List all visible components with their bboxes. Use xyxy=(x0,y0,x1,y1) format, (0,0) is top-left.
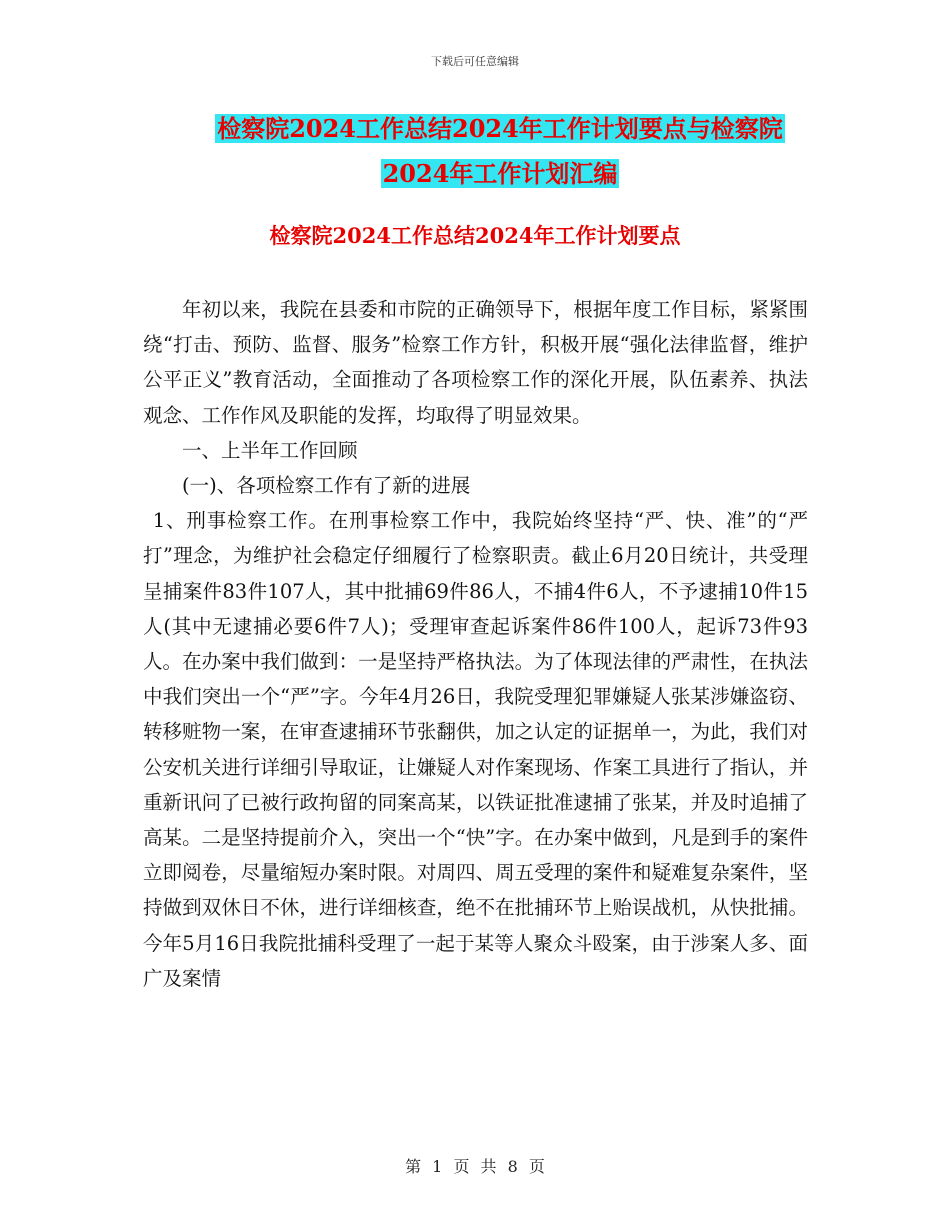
header-note: 下载后可任意编辑 xyxy=(431,55,519,68)
heading-progress: (一)、各项检察工作有了新的进展 xyxy=(182,474,471,498)
title-line-1: 检察院2024工作总结2024年工作计划要点与检察院 xyxy=(217,114,783,143)
page-number: 第 1 页 共 8 页 xyxy=(405,1157,545,1176)
heading-review: 一、上半年工作回顾 xyxy=(182,438,358,462)
paragraph-intro: 年初以来，我院在县委和市院的正确领导下，根据年度工作目标，紧紧围绕“打击、预防、监督、服务”检察工作方针，积极开展“强化法律监督，维护公平正义”教育活动，全面推动了各项检察工作的深化开展，队伍素养、执法观念、工作作风及职能的发挥，均取得了明显效果。 xyxy=(143,298,808,427)
section-title: 检察院2024工作总结2024年工作计划要点 xyxy=(269,223,681,248)
document-title xyxy=(140,106,860,196)
paragraph-criminal-procuratorial: 1、刑事检察工作。在刑事检察工作中，我院始终坚持“严、快、准”的“严打”理念，为维护社会稳定仔细履行了检察职责。截止6月20日统计，共受理呈捕案件83件107人，其中批捕69件86人，不捕4件6人，不予逮捕10件15人(其中无逮捕必要6件7人)；受理审查起诉案件86件100人，起诉73件93人。在办案中我们做到：一是坚持严格执法。为了体现法律的严肃性，在执法中我们突出一个“严”字。今年4月26日，我院受理犯罪嫌疑人张某涉嫌盗窃、转移赃物一案，在审查逮捕环节张翻供，加之认定的证据单一，为此，我们对公安机关进行详细引导取证，让嫌疑人对作案现场、作案工具进行了指认，并重新讯问了已被行政拘留的同案高某，以铁证批准逮捕了张某，并及时追捕了高某。二是坚持提前介入，突出一个“快”字。在办案中做到，凡是到手的案件立即阅卷，尽量缩短办案时限。对周四、周五受理的案件和疑难复杂案件，坚持做到双休日不休，进行详细核查，绝不在批捕环节上贻误战机，从快批捕。今年5月16日我院批捕科受理了一起于某等人聚众斗殴案，由于涉案人多、面广及案情 xyxy=(143,509,808,990)
title-line-2: 2024年工作计划汇编 xyxy=(382,159,618,188)
document-body xyxy=(143,292,808,996)
